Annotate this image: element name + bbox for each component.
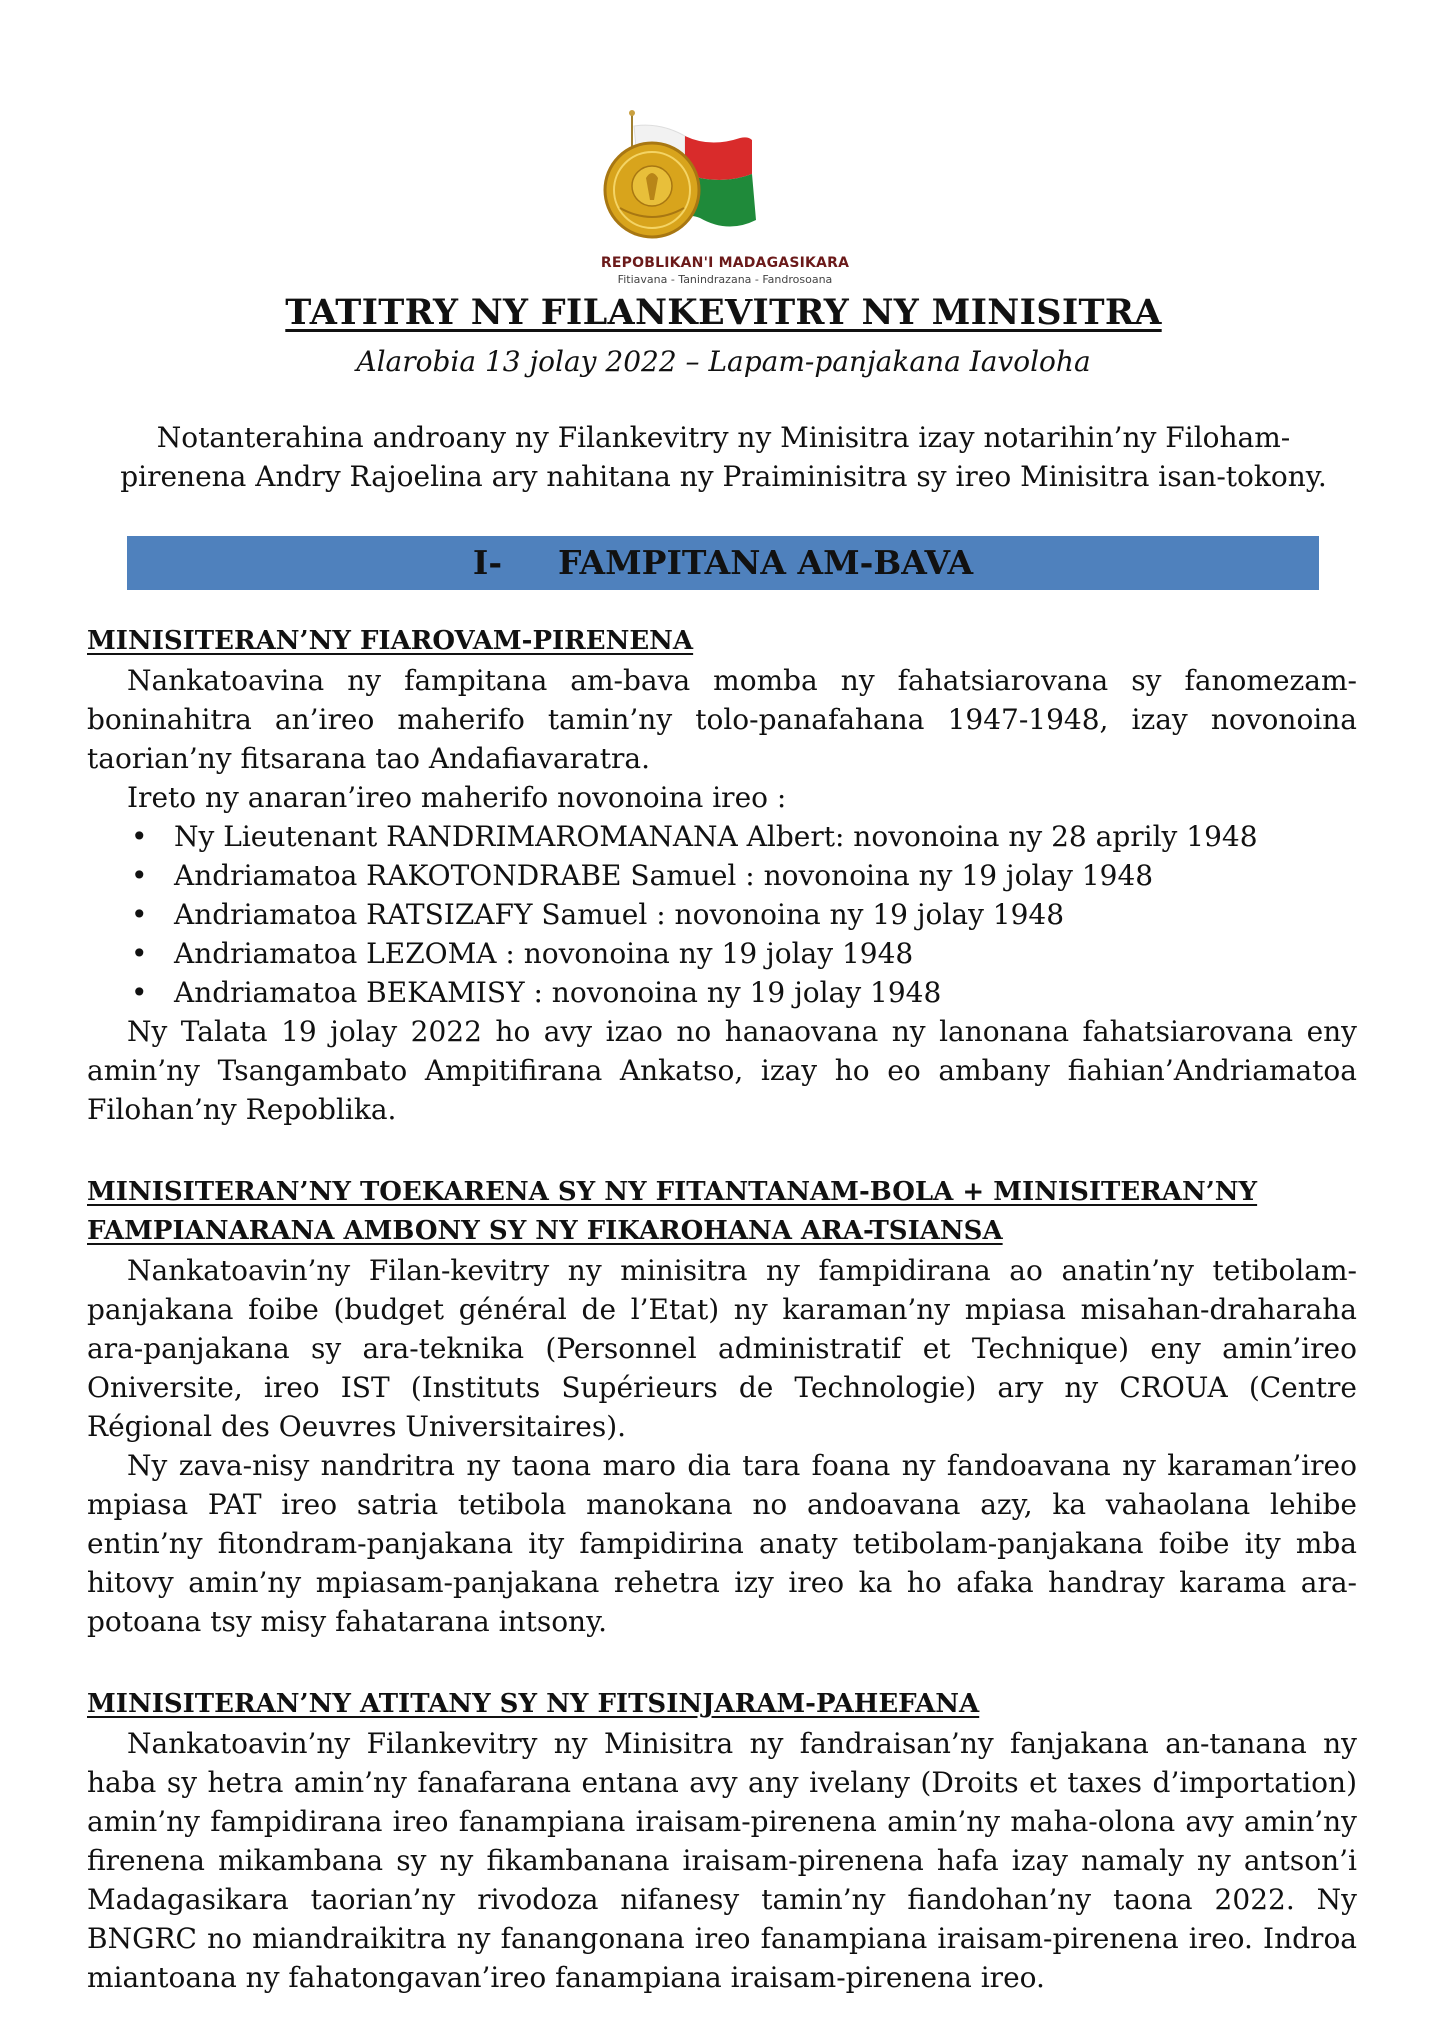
emblem-motto: Fitiavana - Tanindrazana - Fandrosoana xyxy=(617,273,833,286)
section-heading-line2: FAMPIANARANA AMBONY SY NY FIKAROHANA ARA-TSIANSA xyxy=(87,1216,1003,1246)
section-heading: MINISITERAN’NY FIAROVAM-PIRENENA xyxy=(87,626,694,656)
list-item: • Andriamatoa RATSIZAFY Samuel : novonoina ny 19 jolay 1948 xyxy=(87,895,1357,934)
flag-seal-icon xyxy=(590,108,860,253)
section-toekarena xyxy=(87,1173,1357,1641)
page-title: TATITRY NY FILANKEVITRY NY MINISITRA xyxy=(285,292,1162,333)
section-banner xyxy=(127,536,1319,590)
republic-emblem xyxy=(590,108,860,288)
section-heading: MINISITERAN’NY ATITANY SY NY FITSINJARAM-PAHEFANA xyxy=(87,1689,980,1719)
section-paragraph: Ny Talata 19 jolay 2022 ho avy izao no hanaovana ny lanonana fahatsiarovana eny amin’ny Tsangambato Ampitifirana Ankatso, izay ho eo ambany fiahian’Andriamatoa Filohan’ny Repoblika. xyxy=(87,1015,1357,1126)
heroes-list xyxy=(87,817,1357,1012)
section-paragraph: Nankatoavina ny fampitana am-bava momba ny fahatsiarovana sy fanomezam-boninahitra an’ireo maherifo tamin’ny tolo-panafahana 1947-1948, izay novonoina taorian’ny fitsarana tao Andafiavaratra. xyxy=(87,664,1357,775)
banner-number: I- xyxy=(472,543,503,582)
intro-paragraph: Notanterahina androany ny Filankevitry ny Minisitra izay notarihin’ny Filoham-pirenena Andry Rajoelina ary nahitana ny Praiminisitra sy ireo Minisitra isan-tokony. xyxy=(120,421,1327,493)
section-paragraph: Nankatoavin’ny Filan-kevitry ny minisitra ny fampidirana ao anatin’ny tetibolam-panjakana foibe (budget général de l’Etat) ny karaman’ny mpiasa misahan-draharaha ara-panjakana sy ara-teknika (Personnel administratif et Technique) eny amin’ireo Oniversite, ireo IST (Instituts Supérieurs de Technologie) ary ny CROUA (Centre Régional des Oeuvres Universitaires). xyxy=(87,1254,1357,1443)
list-item: • Ny Lieutenant RANDRIMAROMANANA Albert: novonoina ny 28 aprily 1948 xyxy=(87,817,1357,856)
list-item: • Andriamatoa BEKAMISY : novonoina ny 19 jolay 1948 xyxy=(87,973,1357,1012)
emblem-caption: REPOBLIKAN'I MADAGASIKARA xyxy=(600,255,850,271)
section-heading-line1: MINISITERAN’NY TOEKARENA SY NY FITANTANAM-BOLA + MINISITERAN’NY xyxy=(87,1177,1258,1207)
list-intro: Ireto ny anaran’ireo maherifo novonoina ireo : xyxy=(127,781,787,814)
list-item: • Andriamatoa LEZOMA : novonoina ny 19 jolay 1948 xyxy=(87,934,1357,973)
section-fiarovam-pirenena xyxy=(87,622,1357,1129)
list-item: • Andriamatoa RAKOTONDRABE Samuel : novonoina ny 19 jolay 1948 xyxy=(87,856,1357,895)
page-subtitle: Alarobia 13 jolay 2022 – Lapam-panjakana Iavoloha xyxy=(356,345,1091,378)
section-paragraph: Nankatoavin’ny Filankevitry ny Minisitra ny fandraisan’ny fanjakana an-tanana ny haba sy hetra amin’ny fanafarana entana avy any ivelany (Droits et taxes d’importation) amin’ny fampidirana ireo fanampiana iraisam-pirenena amin’ny maha-olona avy amin’ny firenena mikambana sy ny fikambanana iraisam-pirenena hafa izay namaly ny antson’i Madagasikara taorian’ny rivodoza nifanesy tamin’ny fiandohan’ny taona 2022. Ny BNGRC no miandraikitra ny fanangonana ireo fanampiana iraisam-pirenena ireo. Indroa miantoana ny fahatongavan’ireo fanampiana iraisam-pirenena ireo. xyxy=(87,1727,1357,1994)
section-atitany xyxy=(87,1685,1357,1997)
banner-label: FAMPITANA AM-BAVA xyxy=(558,543,974,582)
section-paragraph: Ny zava-nisy nandritra ny taona maro dia tara foana ny fandoavana ny karaman’ireo mpiasa PAT ireo satria tetibola manokana no andoavana azy, ka vahaolana lehibe entin’ny fitondram-panjakana ity fampidirina anaty tetibolam-panjakana foibe ity mba hitovy amin’ny mpiasam-panjakana rehetra izy ireo ka ho afaka handray karama ara-potoana tsy misy fahatarana intsony. xyxy=(87,1449,1357,1638)
